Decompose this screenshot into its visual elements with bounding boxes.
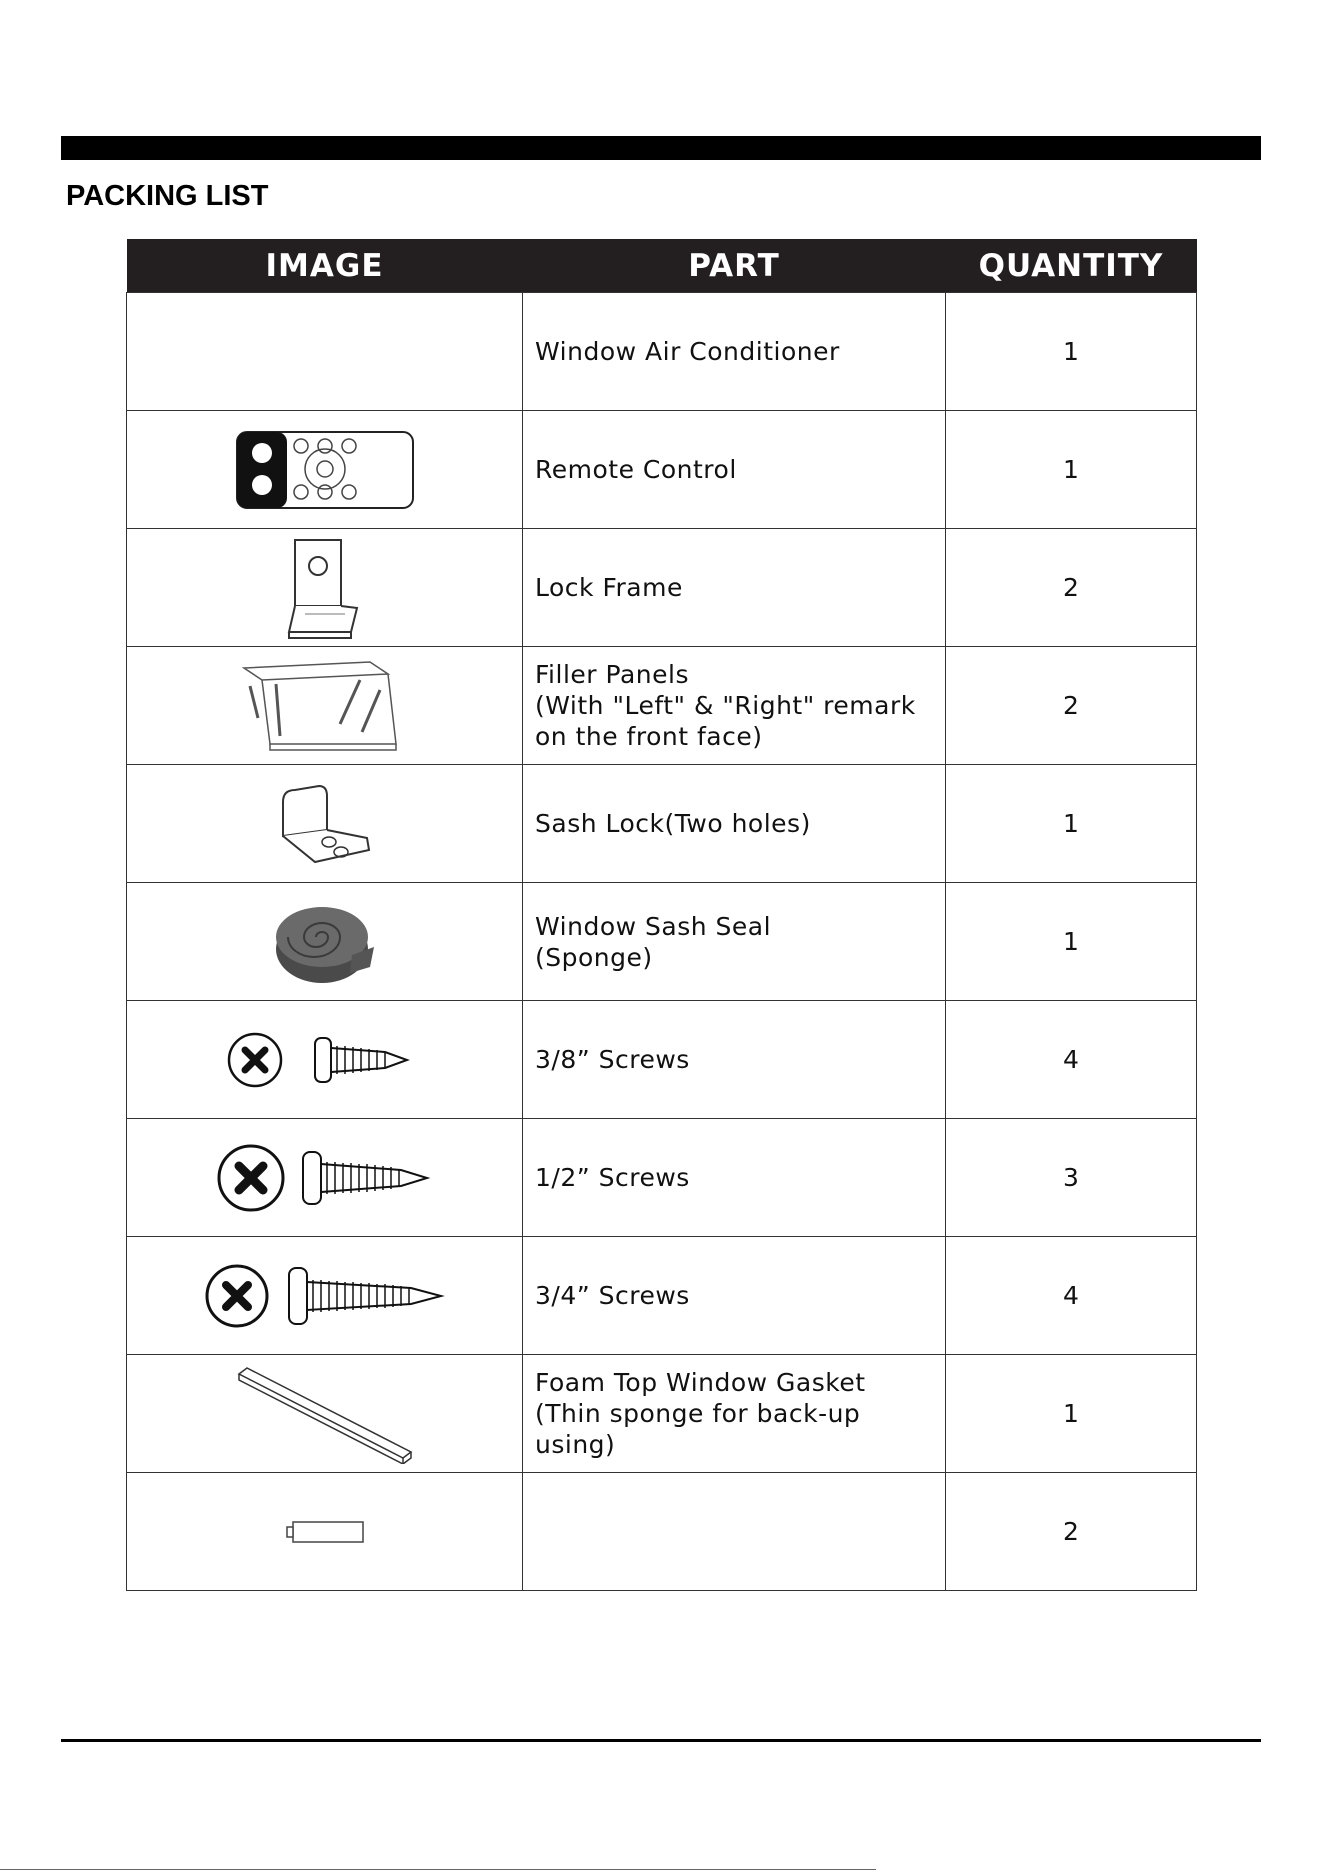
quantity-cell: 4 <box>946 1001 1197 1119</box>
part-image-cell <box>127 529 523 647</box>
quantity-cell: 1 <box>946 293 1197 411</box>
footer-rule <box>61 1739 1261 1742</box>
quantity-cell: 3 <box>946 1119 1197 1237</box>
table-row <box>127 765 1197 883</box>
quantity-column-header: QUANTITY <box>946 239 1197 293</box>
foam-strip-icon <box>235 1364 415 1464</box>
quantity-cell: 1 <box>946 883 1197 1001</box>
part-image-cell <box>127 1355 523 1473</box>
part-note: (Thin sponge for back-up using) <box>535 1399 861 1459</box>
part-note: (Sponge) <box>535 942 653 972</box>
part-name: Lock Frame <box>535 573 683 602</box>
quantity-cell: 4 <box>946 1237 1197 1355</box>
part-name-cell <box>523 1237 946 1355</box>
part-image-cell <box>127 647 523 765</box>
part-name: Window Air Conditioner <box>535 337 840 366</box>
part-name-cell <box>523 647 946 765</box>
part-name-cell <box>523 1119 946 1237</box>
sash-lock-icon <box>275 782 375 866</box>
part-name: 3/4” Screws <box>535 1281 690 1310</box>
part-name-cell <box>523 529 946 647</box>
part-name-cell <box>523 1473 946 1591</box>
remote-control-icon <box>235 428 415 512</box>
table-row <box>127 293 1197 411</box>
part-image-cell <box>127 883 523 1001</box>
part-image-cell <box>127 411 523 529</box>
part-name: Sash Lock(Two holes) <box>535 809 811 838</box>
part-name-cell <box>523 1355 946 1473</box>
part-name: Foam Top Window Gasket <box>535 1368 866 1397</box>
part-image-cell <box>127 1237 523 1355</box>
header-bar <box>61 136 1261 160</box>
part-name-cell <box>523 1001 946 1119</box>
screw-icon <box>215 1142 435 1214</box>
part-note: on the front face) <box>535 722 763 751</box>
table-row <box>127 883 1197 1001</box>
part-image-cell <box>127 1473 523 1591</box>
part-name: Remote Control <box>535 455 737 484</box>
table-header-row <box>127 239 1197 293</box>
part-name: 3/8” Screws <box>535 1045 690 1074</box>
page-edge-line <box>0 1869 876 1870</box>
lock-frame-icon <box>285 534 365 642</box>
battery-icon <box>285 1518 365 1546</box>
quantity-cell: 1 <box>946 411 1197 529</box>
table-row <box>127 1001 1197 1119</box>
part-column-header: PART <box>523 239 946 293</box>
quantity-cell: 2 <box>946 1473 1197 1591</box>
part-name-cell <box>523 765 946 883</box>
screw-icon <box>205 1262 445 1330</box>
table-row <box>127 529 1197 647</box>
table-row <box>127 1119 1197 1237</box>
table-row <box>127 647 1197 765</box>
page-title: PACKING LIST <box>66 180 269 212</box>
quantity-cell: 1 <box>946 1355 1197 1473</box>
part-name-cell <box>523 293 946 411</box>
table-row <box>127 1473 1197 1591</box>
quantity-cell: 1 <box>946 765 1197 883</box>
part-name-cell <box>523 411 946 529</box>
filler-panels-icon <box>240 658 410 754</box>
table-row <box>127 1237 1197 1355</box>
packing-list-table <box>126 239 1197 1591</box>
table-row <box>127 1355 1197 1473</box>
table-row <box>127 411 1197 529</box>
screw-icon <box>225 1028 425 1092</box>
part-note: (With "Left" & "Right" remark <box>535 691 916 720</box>
part-image-cell <box>127 1119 523 1237</box>
quantity-cell: 2 <box>946 647 1197 765</box>
part-image-cell <box>127 1001 523 1119</box>
image-column-header: IMAGE <box>127 239 523 293</box>
part-name: 1/2” Screws <box>535 1163 690 1192</box>
part-image-cell <box>127 293 523 411</box>
quantity-cell: 2 <box>946 529 1197 647</box>
part-name: Window Sash Seal <box>535 911 772 941</box>
sponge-roll-icon <box>270 897 380 987</box>
part-name: Filler Panels <box>535 660 689 689</box>
part-image-cell <box>127 765 523 883</box>
part-name-cell <box>523 883 946 1001</box>
